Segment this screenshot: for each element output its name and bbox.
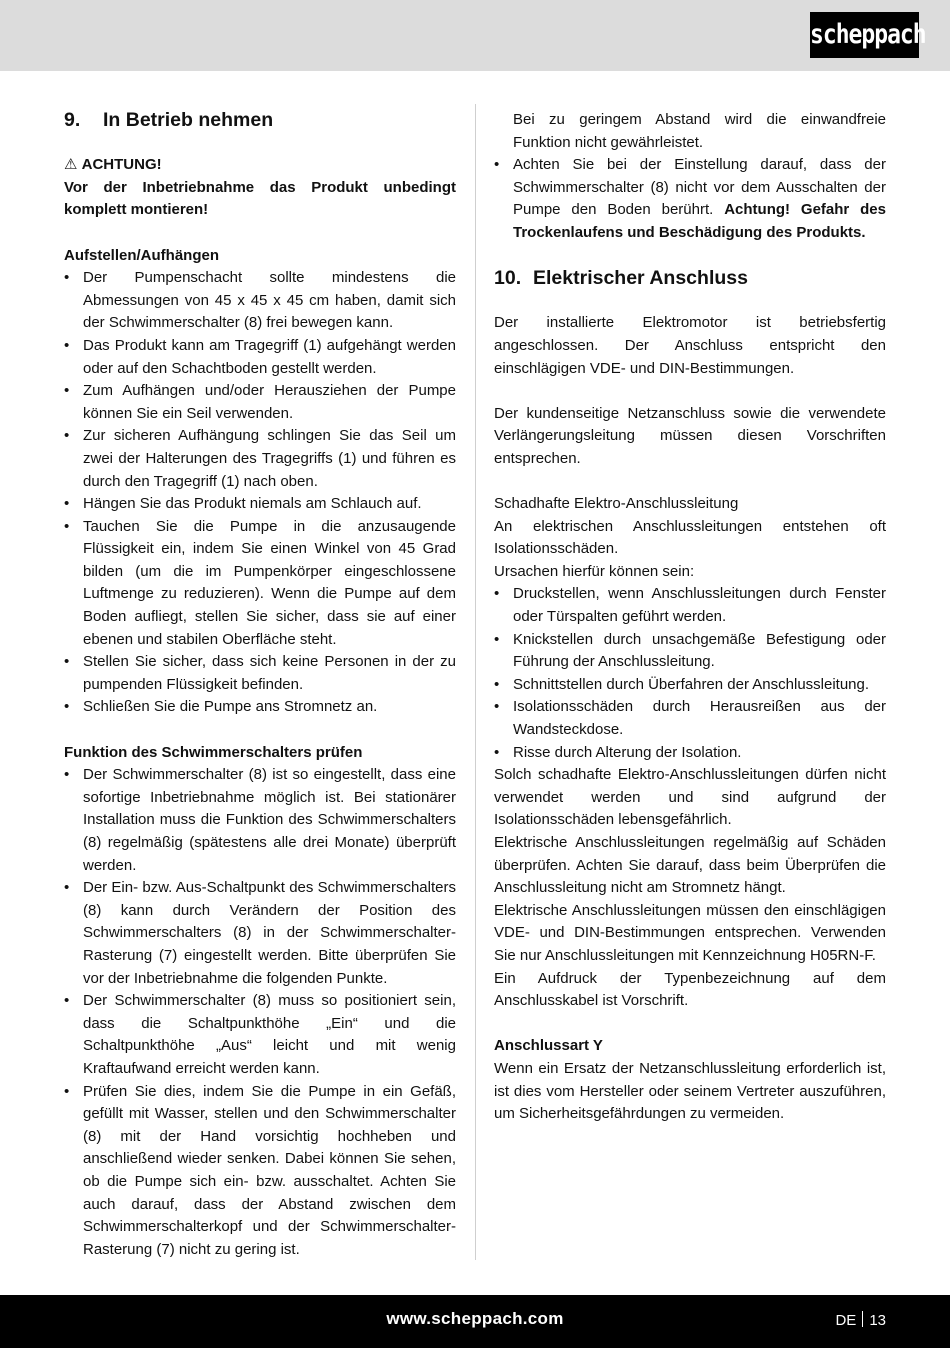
list-item	[64, 380, 456, 425]
list-item	[494, 583, 886, 628]
spacer	[64, 222, 456, 245]
list-item-text: Achten Sie bei der Einstellung darauf, dass der Schwimmerschalter (8) nicht vor dem Ausschalten der Pumpe den Boden berührt.	[513, 156, 886, 219]
paragraph: Elektrische Anschlussleitungen regelmäßig auf Schäden überprüfen. Achten Sie darauf, dass beim Überprüfen die Anschlussleitung nicht am Stromnetz hängt.	[494, 834, 886, 897]
list-item-text: Knickstellen durch unsachgemäße Befestigung oder Führung der Anschlussleitung.	[513, 630, 886, 671]
section-title: In Betrieb nehmen	[103, 109, 274, 131]
bullet-icon: •	[64, 427, 70, 445]
bullet-icon: •	[64, 269, 70, 287]
paragraph: Schadhafte Elektro-Anschlussleitung	[494, 495, 739, 513]
left-column	[64, 109, 456, 1261]
list-item	[494, 696, 886, 741]
separator	[862, 1311, 863, 1327]
list-item-text: Druckstellen, wenn Anschlussleitungen durch Fenster oder Türspalten geführt werden.	[513, 585, 886, 626]
bullet-icon: •	[494, 743, 500, 761]
list-item	[64, 990, 456, 1080]
bullet-icon: •	[494, 156, 500, 174]
section-heading	[64, 109, 456, 132]
list-item-text: Der Ein- bzw. Aus-Schaltpunkt des Schwimmerschalters (8) kann durch Verändern der Position des Schwimmerschalters (8) in der Schwimmerschalter-Rasterung (7) eingestellt werden. Bitte überprüfen Sie vor der Inbetriebnahme die folgenden Punkte.	[83, 879, 456, 987]
website-link[interactable]: www.scheppach.com	[386, 1309, 564, 1328]
section-number: 10.	[494, 267, 522, 290]
paragraph: Der installierte Elektromotor ist betriebsfertig angeschlossen. Der Anschluss entspricht den einschlägigen VDE- und DIN-Bestimmungen.	[494, 314, 886, 377]
paragraph: Ein Aufdruck der Typenbezeichnung auf dem Anschlusskabel ist Vorschrift.	[494, 969, 886, 1010]
bullet-icon: •	[64, 879, 70, 897]
bullet-icon: •	[64, 517, 70, 535]
list-item-text: Stellen Sie sicher, dass sich keine Personen in der zu pumpenden Flüssigkeit befinden.	[83, 653, 456, 693]
paragraph: Der kundenseitige Netzanschluss sowie die verwendete Verlängerungsleitung müssen diesen Vorschriften entsprechen.	[494, 404, 886, 467]
bullet-icon: •	[494, 675, 500, 693]
paragraph: An elektrischen Anschlussleitungen entstehen oft Isolationsschäden.	[494, 517, 886, 558]
bullet-icon: •	[494, 585, 500, 603]
list-item	[494, 674, 886, 697]
bullet-icon: •	[64, 653, 70, 671]
list-item	[64, 267, 456, 335]
list-item-warning: Achtung! Gefahr des Trockenlaufens und Beschädigung des Produkts.	[513, 201, 886, 241]
list-item	[64, 335, 456, 380]
bullet-icon: •	[64, 766, 70, 784]
bullet-icon: •	[494, 698, 500, 716]
list-item-text: Tauchen Sie die Pumpe in die anzusaugende Flüssigkeit ein, indem Sie einen Winkel von 45 Grad bilden (um die im Pumpenkörper eingeschlossene Luftmenge zu reduzieren). Wenn die Pumpe auf dem Boden aufliegt, stellen Sie sicher, dass sie auf einer ebenen und stabilen Oberfläche steht.	[83, 517, 456, 648]
list-item-text: Risse durch Alterung der Isolation.	[513, 743, 742, 761]
list-item	[494, 109, 886, 154]
list-item-text: Bei zu geringem Abstand wird die einwandfreie Funktion nicht gewährleistet.	[513, 111, 886, 151]
paragraph: Elektrische Anschlussleitungen müssen den einschlägigen VDE- und DIN-Bestimmungen entsprechen. Verwenden Sie nur Anschlussleitungen mit Kennzeichnung H05RN-F.	[494, 901, 886, 964]
page-indicator	[835, 1311, 886, 1329]
right-column	[494, 109, 886, 1126]
list-item-text: Isolationsschäden durch Herausreißen aus der Wandsteckdose.	[513, 698, 886, 739]
warning-label: ACHTUNG!	[81, 156, 162, 174]
warning-heading	[64, 154, 456, 177]
bold-text: Anschlussart Y	[494, 1037, 603, 1055]
list-item-text: Schließen Sie die Pumpe ans Stromnetz an.	[83, 698, 378, 716]
scheppach-logo: scheppach	[810, 12, 919, 58]
section-title: Elektrischer Anschluss	[533, 267, 748, 290]
list-item-text: Zur sicheren Aufhängung schlingen Sie das Seil um zwei der Halterungen des Tragegriffs (1) und führen es durch den Tragegriff (1) nach oben.	[83, 427, 456, 490]
list-item	[64, 1081, 456, 1262]
section-heading	[494, 267, 886, 290]
bold-text: Vor der Inbetriebnahme das Produkt unbedingt komplett montieren!	[64, 178, 456, 219]
list-item	[494, 154, 886, 244]
list-item	[494, 629, 886, 674]
bullet-icon: •	[64, 698, 70, 716]
list-item	[64, 877, 456, 990]
bold-text: Funktion des Schwimmerschalters prüfen	[64, 743, 363, 761]
list-item	[64, 425, 456, 493]
page-number: 13	[869, 1312, 886, 1329]
paragraph: Wenn ein Ersatz der Netzanschlussleitung erforderlich ist, ist dies vom Hersteller oder seinem Vertreter auszuführen, um Sicherheitsgefährdungen zu vermeiden.	[494, 1059, 886, 1123]
warning-triangle-icon: ⚠	[64, 156, 82, 174]
bullet-icon: •	[64, 1082, 70, 1100]
spacer	[494, 380, 886, 403]
section-number: 9.	[64, 109, 81, 131]
list-item-text: Der Pumpenschacht sollte mindestens die Abmessungen von 45 x 45 x 45 cm haben, damit sich der Schwimmerschalter (8) frei bewegen kann.	[83, 269, 456, 332]
bullet-icon: •	[64, 495, 70, 513]
list-item-text: Der Schwimmerschalter (8) muss so positioniert sein, dass die Schaltpunkthöhe „Ein“ und die Schaltpunkthöhe „Aus“ leicht und mit wenig Kraftaufwand erreicht werden kann.	[83, 992, 456, 1077]
bullet-icon: •	[64, 382, 70, 400]
list-item-text: Hängen Sie das Produkt niemals am Schlauch auf.	[83, 495, 422, 513]
spacer	[494, 1013, 886, 1036]
footer-bar	[0, 1295, 950, 1348]
paragraph: Solch schadhafte Elektro-Anschlussleitungen dürfen nicht verwendet werden und sind aufgrund der Isolationsschäden lebensgefährlich.	[494, 766, 886, 829]
header-bar	[0, 0, 950, 71]
language-code: DE	[835, 1312, 857, 1329]
list-item	[64, 696, 456, 719]
column-divider	[475, 104, 476, 1260]
list-item	[64, 516, 456, 652]
list-item-text: Prüfen Sie dies, indem Sie die Pumpe in ein Gefäß, gefüllt mit Wasser, stellen und den Schwimmerschalter (8) mit der Hand vorsichtig hochheben und anschließend wieder senken. Dabei können Sie sehen, ob die Pumpe sich ein- bzw. ausschaltet. Achten Sie auch darauf, dass der Abstand zwischen dem Schwimmerschalterkopf und der Schwimmerschalter-Rasterung (7) nicht zu gering ist.	[83, 1082, 456, 1258]
list-item-text: Schnittstellen durch Überfahren der Anschlussleitung.	[513, 675, 870, 693]
bullet-icon: •	[64, 336, 70, 354]
list-item-text: Zum Aufhängen und/oder Herausziehen der Pumpe können Sie ein Seil verwenden.	[83, 382, 456, 422]
bullet-icon: •	[494, 630, 500, 648]
list-item-text: Das Produkt kann am Tragegriff (1) aufgehängt werden oder auf den Schachtboden gestellt werden.	[83, 336, 456, 377]
bold-text: Aufstellen/Aufhängen	[64, 246, 220, 264]
list-item	[64, 493, 456, 516]
list-item	[494, 742, 886, 765]
spacer	[64, 719, 456, 742]
paragraph: Ursachen hierfür können sein:	[494, 562, 695, 580]
list-item-text: Der Schwimmerschalter (8) ist so eingestellt, dass eine sofortige Inbetriebnahme möglich ist. Bei stationärer Installation muss die Funktion des Schwimmerschalters (8) regelmäßig (spätestens alle drei Monate) überprüft werden.	[83, 766, 456, 874]
list-item	[64, 764, 456, 877]
list-item	[64, 651, 456, 696]
spacer	[494, 471, 886, 494]
bullet-icon: •	[64, 992, 70, 1010]
